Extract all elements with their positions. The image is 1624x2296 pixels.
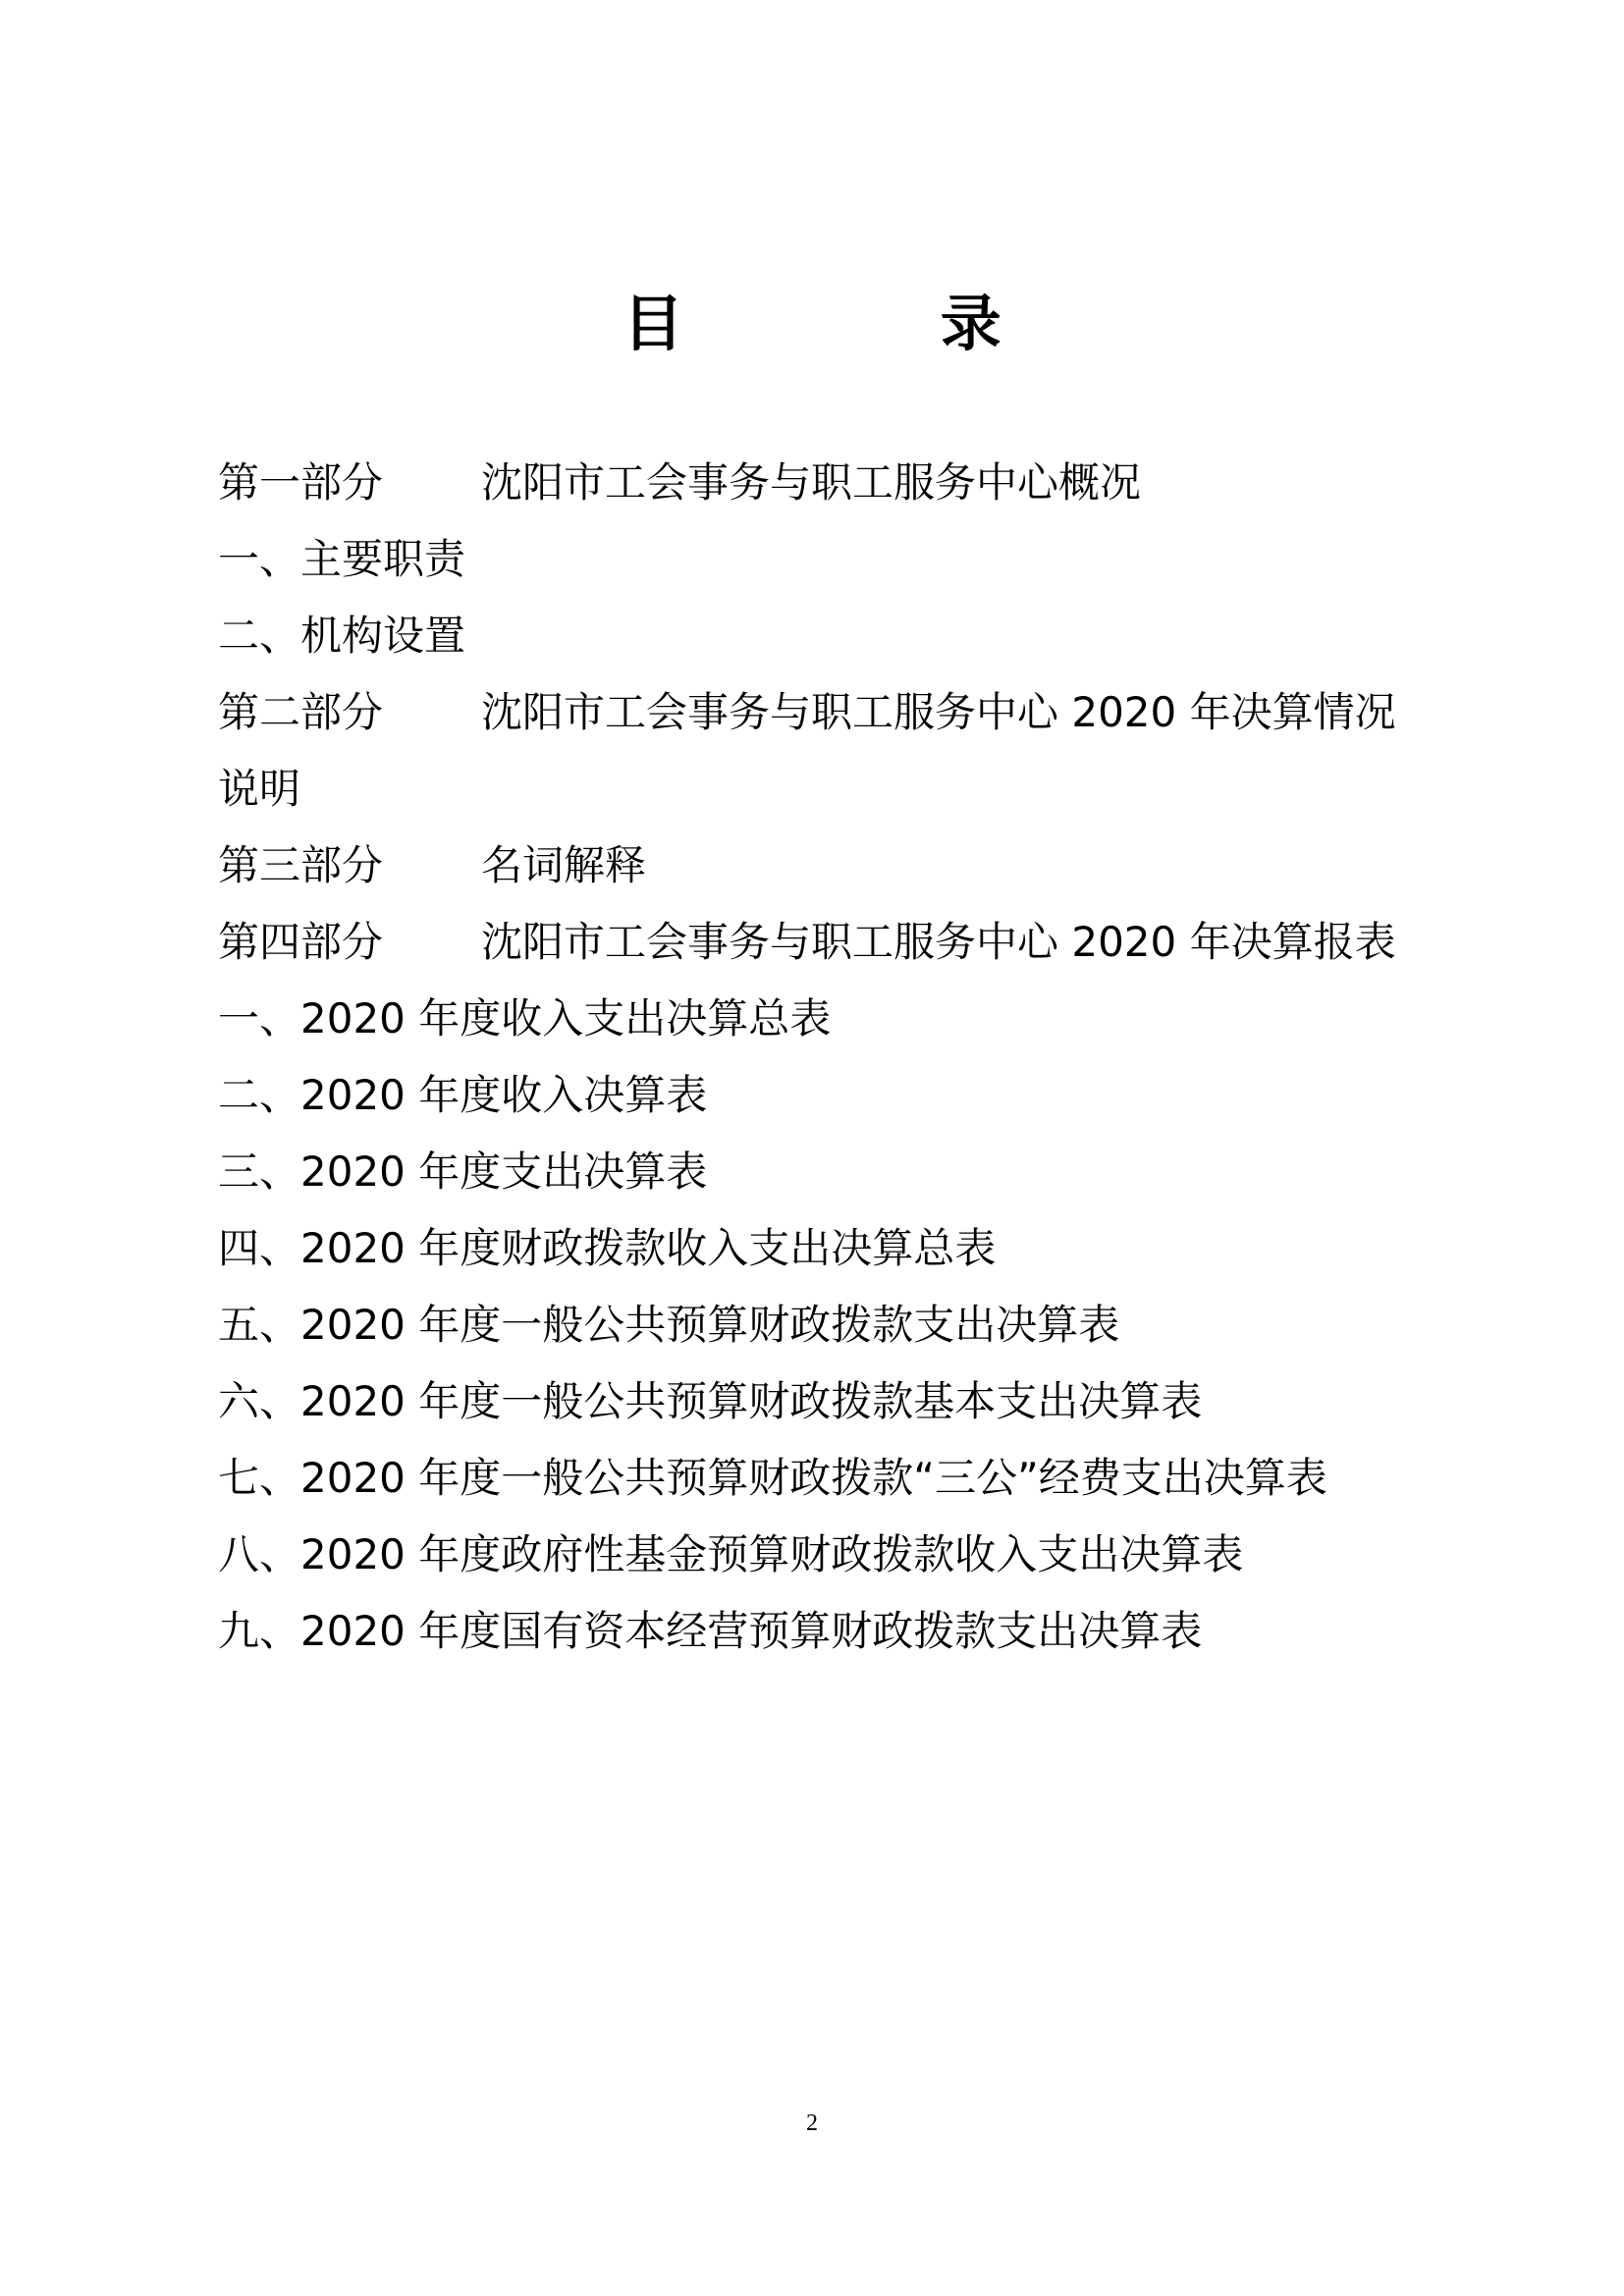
part-title: 沈阳市工会事务与职工服务中心 2020 年决算情况 (481, 688, 1396, 736)
part-label: 第四部分 (218, 918, 384, 966)
part-label: 第一部分 (218, 458, 384, 507)
toc-table-item[interactable]: 四、2020 年度财政拨款收入支出决算总表 (218, 1224, 997, 1272)
toc-table-item[interactable]: 三、2020 年度支出决算表 (218, 1148, 708, 1196)
toc-table-item[interactable]: 九、2020 年度国有资本经营预算财政拨款支出决算表 (218, 1607, 1203, 1655)
toc-part-3[interactable] (218, 828, 1435, 904)
toc-part-2-continued[interactable]: 说明 (218, 765, 301, 813)
toc-item-duties[interactable]: 一、主要职责 (218, 535, 466, 583)
toc-table-item[interactable]: 六、2020 年度一般公共预算财政拨款基本支出决算表 (218, 1377, 1203, 1425)
toc-table-item[interactable]: 八、2020 年度政府性基金预算财政拨款收入支出决算表 (218, 1530, 1244, 1578)
part-title: 沈阳市工会事务与职工服务中心概况 (481, 458, 1142, 507)
toc-table-item[interactable]: 二、2020 年度收入决算表 (218, 1071, 708, 1119)
toc-part-1[interactable] (218, 445, 1435, 521)
toc-table-item[interactable]: 一、2020 年度收入支出决算总表 (218, 994, 832, 1042)
toc-part-4[interactable] (218, 904, 1435, 981)
table-of-contents (218, 445, 1435, 1670)
page-number: 2 (806, 2110, 818, 2136)
part-title: 沈阳市工会事务与职工服务中心 2020 年决算报表 (481, 918, 1396, 966)
page-title: 目 录 (623, 288, 1119, 359)
part-title: 名词解释 (481, 841, 647, 889)
toc-table-item[interactable]: 七、2020 年度一般公共预算财政拨款“三公”经费支出决算表 (218, 1454, 1327, 1502)
toc-table-item[interactable]: 五、2020 年度一般公共预算财政拨款支出决算表 (218, 1301, 1120, 1349)
part-label: 第三部分 (218, 841, 384, 889)
toc-item-organization[interactable]: 二、机构设置 (218, 612, 466, 660)
toc-part-2[interactable] (218, 674, 1435, 751)
part-label: 第二部分 (218, 688, 384, 736)
